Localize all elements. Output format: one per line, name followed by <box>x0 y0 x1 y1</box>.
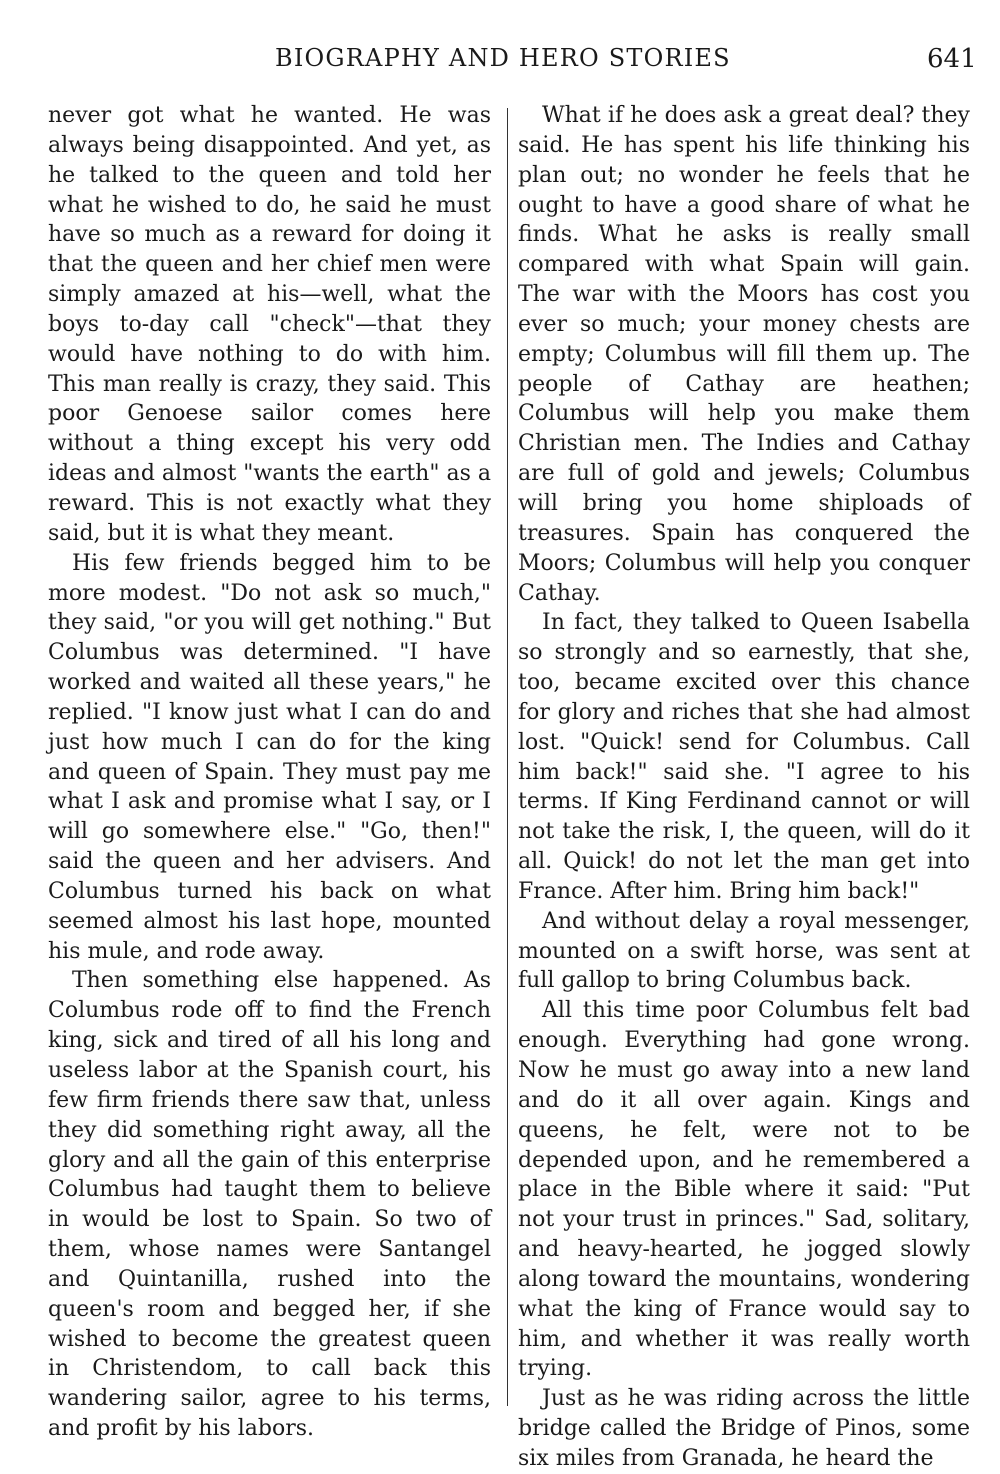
column-divider <box>507 108 508 1406</box>
left-column <box>48 101 491 1444</box>
paragraph: His few friends begged him to be more modest. "Do not ask so much," they said, "or you will get nothing." But Columbus was determined. "I have worked and waited all these years," he replied. "I know just what I can do and just how much I can do for the king and queen of Spain. They must pay me what I ask and promise what I say, or I will go somewhere else." "Go, then!" said the queen and her advisers. And Columbus turned his back on what seemed almost his last hope, mounted his mule, and rode away. <box>48 550 491 964</box>
right-column <box>518 101 970 1474</box>
paragraph: never got what he wanted. He was always being disappointed. And yet, as he talked to the queen and told her what he wished to do, he said he must have so much as a reward for doing it that the queen and her chief men were simply amazed at his—well, what the boys to-day call "check"—that they would have nothing to do with him. This man really is crazy, they said. This poor Genoese sailor comes here without a thing except his very odd ideas and almost "wants the earth" as a reward. This is not exactly what they said, but it is what they meant. <box>48 103 491 546</box>
paragraph: Then something else happened. As Columbus rode off to find the French king, sick and tired of all his long and useless labor at the Spanish court, his few firm friends there saw that, unless they did something right away, all the glory and all the gain of this enterprise Columbus had taught them to believe in would be lost to Spain. So two of them, whose names were Santangel and Quintanilla, rushed into the queen's room and begged her, if she wished to become the greatest queen in Christendom, to call back this wandering sailor, agree to his terms, and profit by his labors. <box>48 968 491 1442</box>
page-header <box>0 44 1000 80</box>
paragraph: Just as he was riding across the little bridge called the Bridge of Pinos, some six miles from Granada, he heard the <box>518 1386 970 1471</box>
paragraph: In fact, they talked to Queen Isabella so strongly and so earnestly, that she, too, became excited over this chance for glory and riches that she had almost lost. "Quick! send for Columbus. Call him back!" said she. "I agree to his terms. If King Ferdinand cannot or will not take the risk, I, the queen, will do it all. Quick! do not let the man get into France. After him. Bring him back!" <box>518 610 970 904</box>
paragraph: What if he does ask a great deal? they said. He has spent his life thinking his plan out; no wonder he feels that he ought to have a good share of what he finds. What he asks is really small compared with what Spain will gain. The war with the Moors has cost you ever so much; your money chests are empty; Columbus will fill them up. The people of Cathay are heathen; Columbus will help you make them Christian men. The Indies and Cathay are full of gold and jewels; Columbus will bring you home shiploads of treasures. Spain has conquered the Moors; Columbus will help you conquer Cathay. <box>518 103 970 606</box>
page-number: 641 <box>927 44 977 74</box>
paragraph: All this time poor Columbus felt bad enough. Everything had gone wrong. Now he must go away into a new land and do it all over again. Kings and queens, he felt, were not to be depended upon, and he remembered a place in the Bible where it said: "Put not your trust in princes." Sad, solitary, and heavy-hearted, he jogged slowly along toward the mountains, wondering what the king of France would say to him, and whether it was really worth trying. <box>518 998 970 1382</box>
paragraph: And without delay a royal messenger, mounted on a swift horse, was sent at full gallop to bring Columbus back. <box>518 908 970 994</box>
running-head: BIOGRAPHY AND HERO STORIES <box>275 44 731 72</box>
